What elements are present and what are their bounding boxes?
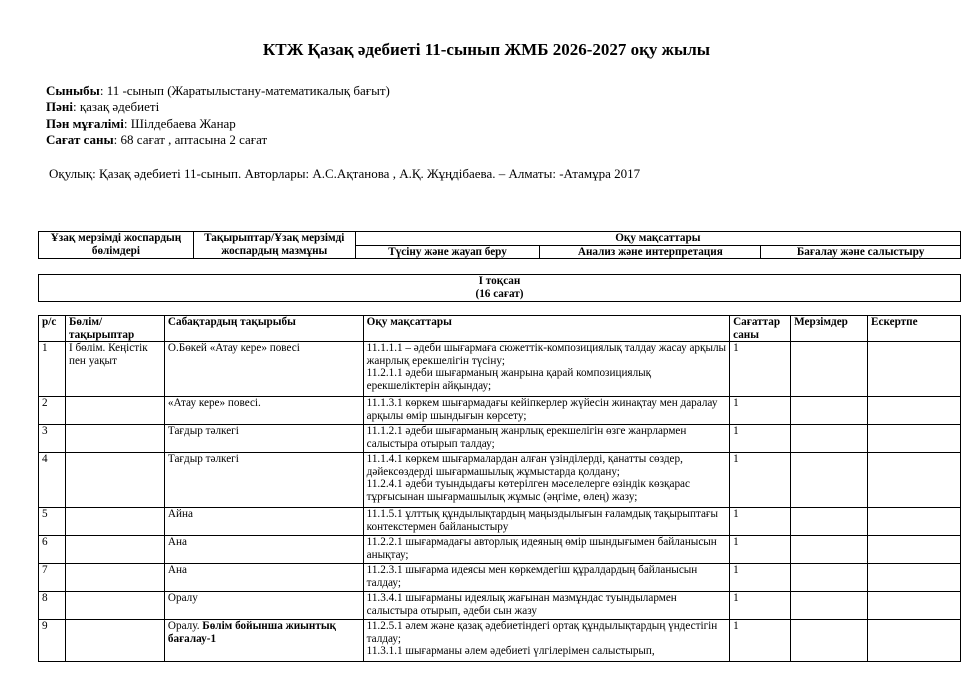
meta-teacher-label: Пән мұғалімі [46, 115, 124, 131]
col-hours: Сағаттар саны [730, 316, 791, 342]
row-num: 3 [39, 425, 66, 453]
quarter-banner [38, 274, 961, 302]
meta-teacher-value: : Шілдебаева Жанар [123, 115, 236, 131]
row-hours: 1 [730, 592, 791, 620]
row-notes [868, 425, 961, 453]
meta-subject-label: Пәні [46, 99, 73, 115]
row-num: 8 [39, 592, 66, 620]
row-dates [791, 342, 868, 397]
row-section [65, 536, 164, 564]
goal-line: 11.1.5.1 ұлттық құндылықтардың маңыздылығын ғаламдық тақырыптағы контекстермен байланыстыру [366, 508, 719, 533]
goal-line: 11.2.1.1 әдеби шығарманың жанрына қарай композициялық ерекшеліктерін айқындау; [366, 367, 652, 392]
table-row [39, 536, 961, 564]
row-section [65, 508, 164, 536]
topic-text: Айна [167, 508, 193, 521]
col-topic: Сабақтардың тақырыбы [164, 316, 363, 342]
col-goals: Оқу мақсаттары [363, 316, 729, 342]
topic-text: Ана [167, 536, 187, 549]
quarter-cell [39, 275, 961, 302]
col-notes: Ескертпе [868, 316, 961, 342]
goal-line: 11.2.3.1 шығарма идеясы мен көркемдегіш құралдардың байланысын талдау; [366, 564, 698, 589]
row-section [65, 453, 164, 508]
goal-line: 11.1.1.1 – әдеби шығармаға сюжеттік-композициялық талдау жасау арқылы жанрлық ерекшелігін түсіну; [366, 342, 727, 367]
row-hours: 1 [730, 620, 791, 662]
row-section: І бөлім. Кеңістік пен уақыт [65, 342, 164, 397]
row-topic [164, 342, 363, 397]
goal-line: 11.1.2.1 әдеби шығарманың жанрлық ерекшелігін өзге жанрлармен салыстыра отырып талдау; [366, 425, 687, 450]
quarter-hours: (16 сағат) [475, 287, 524, 300]
row-hours: 1 [730, 536, 791, 564]
table-row [39, 342, 961, 397]
meta-subject-value: : қазақ әдебиеті [72, 99, 160, 115]
plan-header-table [38, 231, 961, 259]
row-notes [868, 564, 961, 592]
row-topic [164, 453, 363, 508]
table-row [39, 508, 961, 536]
row-hours: 1 [730, 425, 791, 453]
goal-line: 11.3.4.1 шығарманы идеялық жағынан мазмұндас туындылармен салыстыра отырып, әдеби сын жазу [366, 592, 677, 617]
row-goals [363, 564, 729, 592]
row-hours: 1 [730, 397, 791, 425]
row-section [65, 397, 164, 425]
header-goals: Оқу мақсаттары [355, 232, 960, 246]
topic-text: О.Бөкей «Атау кере» повесі [167, 342, 300, 355]
row-dates [791, 453, 868, 508]
row-num: 9 [39, 620, 66, 662]
topic-text: «Атау кере» повесі. [167, 397, 261, 410]
row-topic [164, 397, 363, 425]
col-dates: Мерзімдер [791, 316, 868, 342]
row-hours: 1 [730, 508, 791, 536]
row-section [65, 620, 164, 662]
row-num: 4 [39, 453, 66, 508]
lessons-body [39, 342, 961, 662]
row-notes [868, 397, 961, 425]
row-dates [791, 592, 868, 620]
col-section: Бөлім/ тақырыптар [65, 316, 164, 342]
row-goals [363, 397, 729, 425]
row-num: 7 [39, 564, 66, 592]
textbook-line: Оқулық: Қазақ әдебиеті 11-сынып. Авторлары: А.С.Ақтанова , А.Қ. Жұңдібаева. – Алматы: -Атамұра 2017 [49, 166, 641, 181]
table-row [39, 592, 961, 620]
meta-hours-label: Сағат саны [46, 131, 114, 147]
goal-line: 11.3.1.1 шығарманы әлем әдебиеті үлгілерімен салыстырып, [366, 645, 655, 658]
row-hours: 1 [730, 564, 791, 592]
row-num: 6 [39, 536, 66, 564]
topic-assessment: Бөлім бойынша жиынтық бағалау-1 [167, 620, 337, 645]
topic-text: Тағдыр тәлкегі [167, 425, 239, 438]
meta-hours [46, 132, 390, 148]
goal-line: 11.1.4.1 көркем шығармалардан алған үзінділерді, қанатты сөздер, дәйексөздерді шығармашылық жұмыстарда қолдану; [366, 453, 683, 478]
header-understanding: Түсіну және жауап беру [355, 245, 540, 259]
header-topics: Тақырыптар/Ұзақ мерзімді жоспардың мазмұны [193, 232, 355, 259]
row-section [65, 564, 164, 592]
topic-text: Оралу [167, 592, 198, 605]
row-goals [363, 592, 729, 620]
goal-line: 11.2.4.1 әдеби туындыдағы көтерілген мәселелерге өзіндік көзқарас тұрғысынан шығармашылық жұмыс (әңгіме, өлең) жазу; [366, 478, 690, 503]
row-num: 1 [39, 342, 66, 397]
row-goals [363, 342, 729, 397]
table-row [39, 425, 961, 453]
row-topic [164, 425, 363, 453]
header-analysis: Анализ және интерпретация [540, 245, 761, 259]
row-num: 2 [39, 397, 66, 425]
col-num: р/с [39, 316, 66, 342]
row-section [65, 425, 164, 453]
document-meta [46, 83, 390, 148]
header-sections: Ұзақ мерзімді жоспардың бөлімдері [39, 232, 194, 259]
topic-text: Тағдыр тәлкегі [167, 453, 239, 466]
quarter-title: І тоқсан [478, 275, 521, 287]
meta-hours-value: : 68 сағат , аптасына 2 сағат [113, 131, 268, 147]
row-dates [791, 397, 868, 425]
table-row [39, 453, 961, 508]
header-evaluation: Бағалау және салыстыру [761, 245, 961, 259]
goal-line: 11.2.2.1 шығармадағы авторлық идеяның өмір шындығымен байланысын анықтау; [366, 536, 717, 561]
row-topic [164, 592, 363, 620]
meta-class-value: : 11 -сынып (Жаратылыстану-математикалық бағыт) [99, 83, 390, 98]
row-goals [363, 425, 729, 453]
row-goals [363, 620, 729, 662]
meta-subject [46, 99, 390, 115]
row-notes [868, 342, 961, 397]
meta-teacher [46, 116, 390, 132]
row-dates [791, 425, 868, 453]
row-goals [363, 453, 729, 508]
row-goals [363, 508, 729, 536]
lessons-header-row [39, 316, 961, 342]
row-goals [363, 536, 729, 564]
meta-class-label: Сыныбы [46, 83, 100, 98]
row-topic [164, 564, 363, 592]
topic-text: Ана [167, 564, 187, 577]
goal-line: 11.1.3.1 көркем шығармадағы кейіпкерлер жүйесін жинақтау мен даралау арқылы өмір шындығын көрсету; [366, 397, 718, 422]
row-topic [164, 508, 363, 536]
row-num: 5 [39, 508, 66, 536]
row-dates [791, 564, 868, 592]
table-row [39, 620, 961, 662]
document-title: КТЖ Қазақ әдебиеті 11-сынып ЖМБ 2026-2027 оқу жылы [262, 40, 711, 59]
row-notes [868, 592, 961, 620]
topic-text: Оралу. [167, 620, 200, 633]
row-notes [868, 453, 961, 508]
row-dates [791, 536, 868, 564]
table-row [39, 397, 961, 425]
goal-line: 11.2.5.1 әлем және қазақ әдебиетіндегі ортақ құндылықтардың үндестігін талдау; [366, 620, 718, 645]
row-dates [791, 620, 868, 662]
row-topic [164, 536, 363, 564]
table-row [39, 564, 961, 592]
meta-class [46, 83, 390, 99]
row-section [65, 592, 164, 620]
row-dates [791, 508, 868, 536]
row-topic [164, 620, 363, 662]
lessons-table [38, 315, 961, 662]
row-notes [868, 508, 961, 536]
row-hours: 1 [730, 453, 791, 508]
row-hours: 1 [730, 342, 791, 397]
row-notes [868, 536, 961, 564]
row-notes [868, 620, 961, 662]
